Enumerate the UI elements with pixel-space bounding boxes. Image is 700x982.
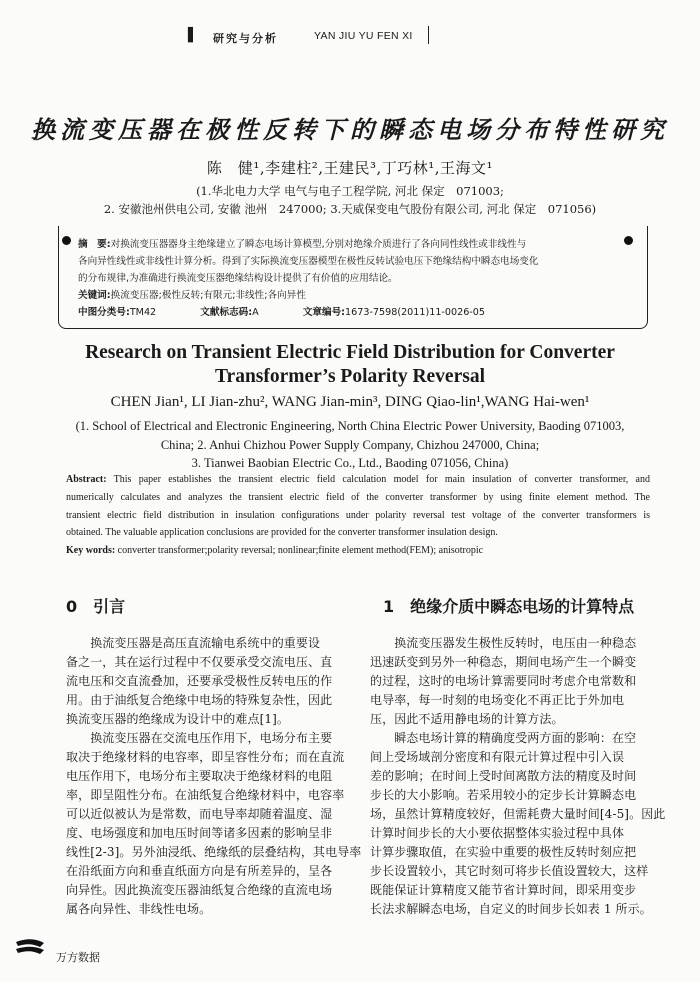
- cn-keywords-text: 换流变压器;极性反转;有限元;非线性;各向异性: [110, 290, 306, 301]
- section-1-line: 计算时间步长的大小要依据整体实验过程中具体: [370, 826, 625, 840]
- header-divider: [428, 26, 429, 44]
- cn-affiliation-1: (1.华北电力大学 电气与电子工程学院, 河北 保定 071003;: [196, 184, 504, 198]
- doc-code-value: A: [252, 307, 259, 318]
- clc-label: 中图分类号:: [78, 307, 130, 318]
- section-1-line: 压，因此不适用静电场的计算方法。: [370, 712, 564, 726]
- en-title-line-2: Transformer’s Polarity Reversal: [214, 366, 485, 387]
- cn-classification: [78, 304, 485, 318]
- cn-authors: 陈 健¹,李建柱²,王建民³,丁巧林¹,王海文¹: [206, 159, 494, 177]
- section-0-line: 取决于绝缘材料的电容率，即呈容性分布；而在直流: [66, 750, 345, 764]
- section-0-line: 在沿纸面方向和垂直纸面方向是有所差异的，呈各: [66, 864, 333, 878]
- en-keywords: [66, 545, 483, 556]
- section-0-line: 率，即呈阻性分布。在油纸复合绝缘材料中，电容率: [66, 788, 345, 802]
- en-affiliation-3: 3. Tianwei Baobian Electric Co., Ltd., Baoding 071056, China): [191, 456, 509, 470]
- section-1-line: 间上受场域剖分密度和有限元计算过程中引入误: [370, 750, 625, 764]
- section-0-line: 备之一，其在运行过程中不仅要承受交流电压、直: [66, 655, 333, 669]
- header-mark-icon: ▌: [188, 28, 198, 43]
- section-1-line: 步长的大小影响。若采用较小的定步长计算瞬态电: [370, 788, 637, 802]
- cn-abstract-text-3: 的分布规律,为准确进行换流变压器绝缘结构设计提供了有价值的应用结论。: [78, 273, 398, 284]
- en-abstract-text-1: This paper establishes the transient electric field calculation model for main insulation of converter transformer, and: [113, 474, 650, 485]
- article-no-value: 1673-7598(2011)11-0026-05: [345, 307, 485, 318]
- cn-abstract-text-2: 各向异性线性或非线性计算分析。得到了实际换流变压器模型在极性反转试验电压下绝缘结构中瞬态电场变化: [78, 256, 539, 267]
- section-0-line: 向异性。因此换流变压器油纸复合绝缘的直流电场: [66, 883, 333, 897]
- en-keywords-text: converter transformer;polarity reversal; nonlinear;finite element method(FEM); anisotropic: [117, 545, 484, 556]
- wanfang-logo-icon: [14, 938, 62, 956]
- section-1-line: 计算步骤取值，在实验中重要的极性反转时刻应把: [370, 845, 637, 859]
- section-0-line: 用。由于油纸复合绝缘中电场的特殊复杂性，因此: [66, 693, 333, 707]
- cn-keywords-label: 关键词:: [78, 290, 111, 301]
- section-0-line: 流电压和交直流叠加，还要承受极性反转电压的作: [66, 674, 333, 688]
- cn-affiliation-2: 2. 安徽池州供电公司, 安徽 池州 247000; 3.天威保变电气股份有限公司, 河北 保定 071056): [103, 202, 597, 216]
- en-title-line-1: Research on Transient Electric Field Distribution for Converter: [85, 342, 615, 363]
- section-1-line: 的过程，这时的电场计算需要同时考虑介电常数和: [370, 674, 637, 688]
- section-1-line: 瞬态电场计算的精确度受两方面的影响：在空: [370, 731, 637, 745]
- article-no-label: 文章编号:: [302, 307, 346, 318]
- section-0-line: 度、电场强度和加电压时间等诸多因素的影响呈非: [66, 826, 333, 840]
- section-0-line: 属各向异性、非线性电场。: [66, 902, 212, 916]
- en-keywords-label: Key words:: [66, 545, 116, 556]
- section-1-line: 迅速跃变到另外一种稳态，期间电场产生一个瞬变: [370, 655, 637, 669]
- en-abstract-text-4: obtained. The valuable application conclusions are provided for the converter transformer insulation design.: [66, 527, 498, 538]
- section-0-line: 线性[2-3]。另外油浸纸、绝缘纸的层叠结构，其电导率: [66, 845, 362, 859]
- section-1-line: 既能保证计算精度又能节省计算时间，即采用变步: [370, 883, 637, 897]
- footer-source: 万方数据: [56, 951, 100, 964]
- header-column-cn: 研究与分析: [213, 32, 278, 45]
- doc-code-label: 文献标志码:: [200, 307, 253, 318]
- section-1-heading: 1 绝缘介质中瞬态电场的计算特点: [383, 597, 635, 616]
- section-1-line: 长法求解瞬态电场，自定义的时间步长如表 1 所示。: [370, 902, 652, 916]
- en-abstract-text-2: numerically calculates and analyzes the transient electric field of the converter transformer by using finite element method. The: [66, 492, 650, 503]
- en-abstract-label: Abstract:: [66, 474, 107, 485]
- section-1-line: 换流变压器发生极性反转时，电压由一种稳态: [370, 636, 637, 650]
- cn-abstract-text-1: 对换流变压器器身主绝缘建立了瞬态电场计算模型,分别对绝缘介质进行了各向同性线性或非线性与: [110, 239, 527, 250]
- en-abstract-text-3: transient electric field distribution in insulation configurations under polarity reversal test voltage of the converter transformers is: [66, 510, 650, 521]
- running-header: [0, 26, 700, 48]
- cn-abstract-line-1: [78, 236, 526, 250]
- en-authors: CHEN Jian¹, LI Jian-zhu², WANG Jian-min³, DING Qiao-lin¹,WANG Hai-wen¹: [110, 394, 590, 410]
- section-0-line: 电压作用下，电场分布主要取决于绝缘材料的电阻: [66, 769, 333, 783]
- en-affiliation-2: China; 2. Anhui Chizhou Power Supply Company, Chizhou 247000, China;: [160, 438, 540, 452]
- section-0-line: 可以近似被认为是常数，而电导率却随着温度、湿: [66, 807, 333, 821]
- cn-abstract-label: 摘 要:: [78, 239, 111, 250]
- section-1-line: 场，虽然计算精度较好，但需耗费大量时间[4-5]。因此: [370, 807, 666, 821]
- cn-title: 换流变压器在极性反转下的瞬态电场分布特性研究: [31, 115, 669, 144]
- en-abstract-line-1: [66, 474, 650, 485]
- section-0-line: 换流变压器在交流电压作用下，电场分布主要: [66, 731, 333, 745]
- en-affiliation-1: (1. School of Electrical and Electronic Engineering, North China Electric Power University, Baoding 071003,: [75, 419, 625, 433]
- header-column-en: YAN JIU YU FEN XI: [314, 30, 413, 42]
- cn-keywords: [78, 287, 306, 301]
- section-1-line: 步长设置较小，其它时刻可将步长值设置较大，这样: [370, 864, 649, 878]
- section-1-line: 电导率，每一时刻的电场变化不再正比于外加电: [370, 693, 625, 707]
- section-0-line: 换流变压器是高压直流输电系统中的重要设: [66, 636, 321, 650]
- bullet-left-icon: [62, 236, 71, 245]
- section-0-line: 换流变压器的绝缘成为设计中的难点[1]。: [66, 712, 289, 726]
- section-1-line: 差的影响；在时间上受时间离散方法的精度及时间: [370, 769, 637, 783]
- clc-value: TM42: [129, 307, 157, 318]
- section-0-heading: 0 引言: [66, 597, 126, 616]
- bullet-right-icon: [624, 236, 633, 245]
